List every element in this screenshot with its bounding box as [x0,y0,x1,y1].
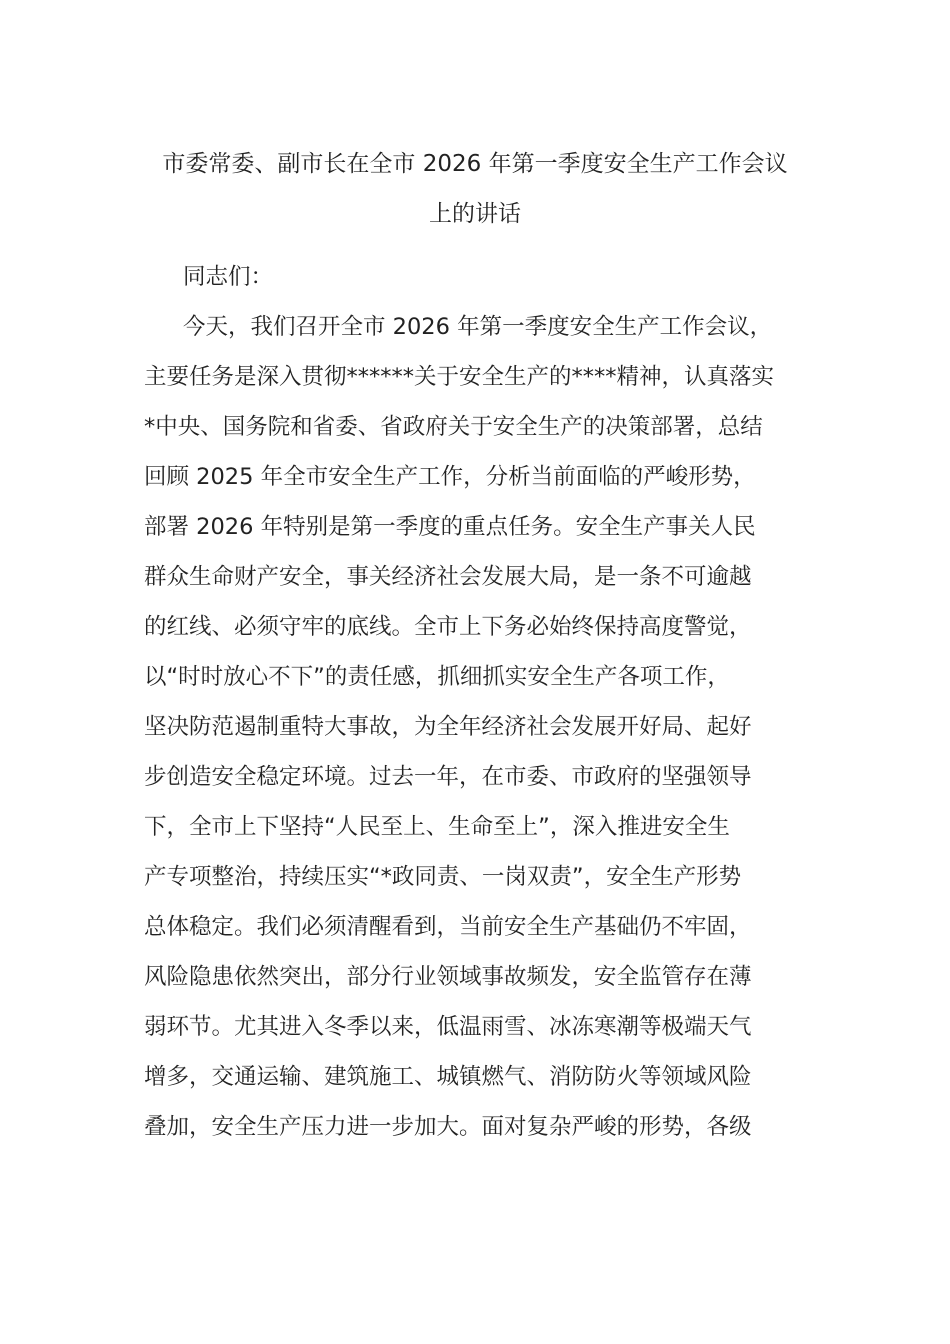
salutation: 同志们： [183,264,274,290]
body-line: 回顾 2025 年全市安全生产工作，分析当前面临的严峻形势， [144,464,756,490]
body-line: 主要任务是深入贯彻******关于安全生产的****精神，认真落实 [144,364,775,390]
body-line: 群众生命财产安全，事关经济社会发展大局，是一条不可逾越 [144,564,752,590]
body-line: 今天，我们召开全市 2026 年第一季度安全生产工作会议， [183,314,773,340]
body-line: 叠加，安全生产压力进一步加大。面对复杂严峻的形势，各级 [144,1114,752,1140]
body-line: 的红线、必须守牢的底线。全市上下务必始终保持高度警觉， [144,614,752,640]
body-line: *中央、国务院和省委、省政府关于安全生产的决策部署，总结 [144,414,763,440]
body-line: 坚决防范遏制重特大事故，为全年经济社会发展开好局、起好 [144,714,752,740]
document-title-line-2: 上的讲话 [429,201,521,227]
body-line: 产专项整治，持续压实“*政同责、一岗双责”，安全生产形势 [144,864,742,890]
body-line: 风险隐患依然突出，部分行业领域事故频发，安全监管存在薄 [144,964,752,990]
body-line: 增多，交通运输、建筑施工、城镇燃气、消防防火等领域风险 [144,1064,752,1090]
body-line: 步创造安全稳定环境。过去一年，在市委、市政府的坚强领导 [144,764,752,790]
body-line: 部署 2026 年特别是第一季度的重点任务。安全生产事关人民 [144,514,756,540]
body-line: 总体稳定。我们必须清醒看到，当前安全生产基础仍不牢固， [144,914,752,940]
document-title-line-1: 市委常委、副市长在全市 2026 年第一季度安全生产工作会议 [162,151,788,177]
body-line: 下，全市上下坚持“人民至上、生命至上”，深入推进安全生 [144,814,730,840]
body-line: 弱环节。尤其进入冬季以来，低温雨雪、冰冻寒潮等极端天气 [144,1014,752,1040]
body-line: 以“时时放心不下”的责任感，抓细抓实安全生产各项工作， [144,664,730,690]
